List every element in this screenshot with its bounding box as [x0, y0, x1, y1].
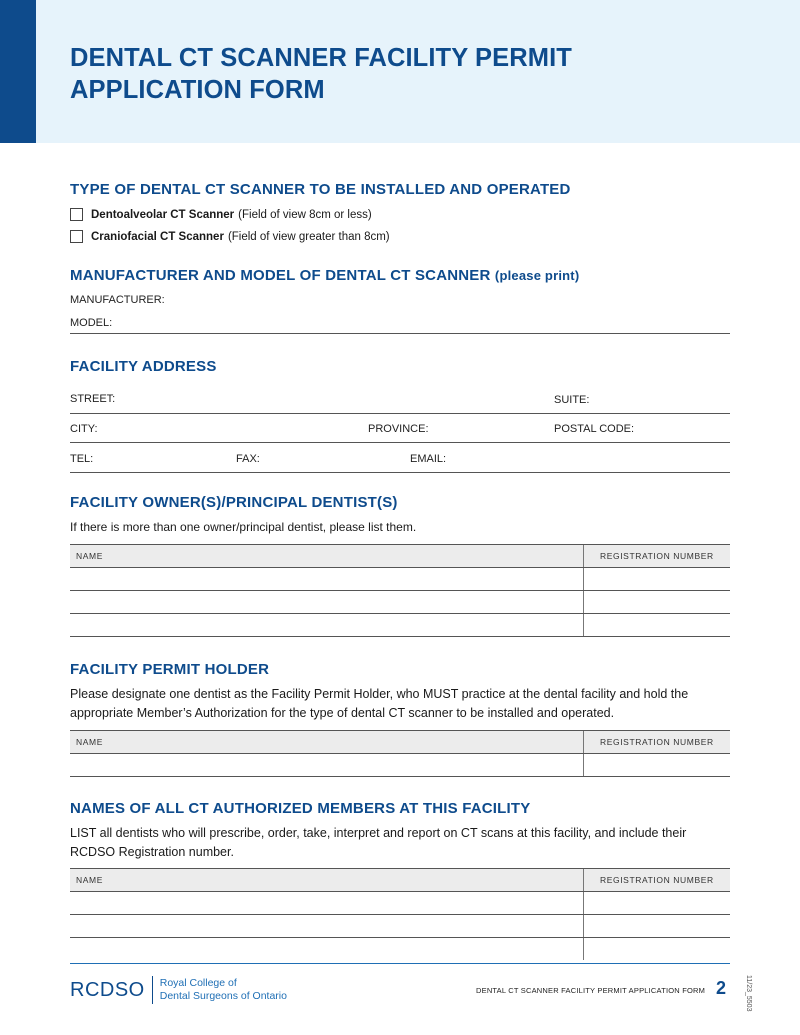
college-name-line2: Dental Surgeons of Ontario [159, 990, 287, 1002]
owner-name-cell[interactable] [70, 568, 584, 591]
dentoalveolar-option[interactable] [70, 208, 372, 221]
owner-registration-cell[interactable] [584, 591, 731, 614]
authorized-members-col-registration: REGISTRATION NUMBER [584, 869, 731, 892]
owners-instruction: If there is more than one owner/principal dentist, please list them. [70, 520, 417, 534]
postal-code-field-label: POSTAL CODE: [554, 423, 635, 435]
permit-holder-col-name: NAME [70, 731, 584, 754]
table-header-row [70, 731, 730, 754]
owners-table [70, 544, 730, 637]
craniofacial-option-detail: (Field of view greater than 8cm) [227, 230, 390, 243]
authorized-members-col-name: NAME [70, 869, 584, 892]
province-field-label: PROVINCE: [368, 423, 429, 435]
member-registration-cell[interactable] [584, 938, 731, 961]
authorized-members-heading: NAMES OF ALL CT AUTHORIZED MEMBERS AT THIS FACILITY [70, 800, 531, 817]
owners-col-registration: REGISTRATION NUMBER [584, 545, 731, 568]
owner-registration-cell[interactable] [584, 568, 731, 591]
manufacturer-heading [70, 267, 579, 284]
member-name-cell[interactable] [70, 915, 584, 938]
permit-holder-name-cell[interactable] [70, 754, 584, 777]
permit-holder-instruction: Please designate one dentist as the Facility Permit Holder, who MUST practice at the dental facility and hold the appropriate Member’s Authorization for the type of dental CT scanner to be installed and operated. [70, 687, 689, 720]
owner-registration-cell[interactable] [584, 614, 731, 637]
member-name-cell[interactable] [70, 938, 584, 961]
scanner-type-heading: TYPE OF DENTAL CT SCANNER TO BE INSTALLED AND OPERATED [70, 181, 571, 198]
manufacturer-heading-note: (please print) [494, 268, 580, 283]
table-header-row [70, 869, 730, 892]
member-registration-cell[interactable] [584, 915, 731, 938]
member-registration-cell[interactable] [584, 892, 731, 915]
permit-holder-heading: FACILITY PERMIT HOLDER [70, 661, 270, 678]
craniofacial-option[interactable] [70, 230, 390, 243]
dentoalveolar-checkbox[interactable] [70, 208, 83, 221]
page-title [70, 42, 710, 106]
authorized-members-table [70, 868, 730, 960]
header-accent-bar [0, 0, 36, 143]
fax-field-label: FAX: [236, 453, 260, 465]
permit-holder-table [70, 730, 730, 777]
table-row [70, 754, 730, 777]
street-field-line[interactable] [70, 413, 730, 414]
street-field-label: STREET: [70, 393, 116, 405]
city-field-line[interactable] [70, 442, 730, 443]
craniofacial-option-name: Craniofacial CT Scanner [91, 230, 224, 243]
page-title-line2: APPLICATION FORM [70, 76, 325, 104]
craniofacial-checkbox[interactable] [70, 230, 83, 243]
member-name-cell[interactable] [70, 892, 584, 915]
logo-college-name [160, 977, 287, 1003]
table-row [70, 938, 730, 961]
document-code: 11/23_5503 [745, 975, 752, 1012]
contact-field-line[interactable] [70, 472, 730, 473]
footer-divider [70, 963, 730, 964]
tel-field-label: TEL: [70, 453, 94, 465]
table-header-row [70, 545, 730, 568]
page-number: 2 [716, 978, 727, 998]
rcdso-logo [70, 976, 287, 1004]
college-name-line1: Royal College of [159, 977, 237, 989]
permit-holder-col-registration: REGISTRATION NUMBER [584, 731, 731, 754]
authorized-members-instruction: LIST all dentists who will prescribe, order, take, interpret and report on CT scans at this facility, and include their RCDSO Registration number. [70, 826, 687, 859]
city-field-label: CITY: [70, 423, 98, 435]
model-field-line[interactable] [70, 333, 730, 334]
page-title-line1: DENTAL CT SCANNER FACILITY PERMIT [70, 44, 572, 72]
manufacturer-field-label: MANUFACTURER: [70, 294, 165, 306]
manufacturer-heading-text: MANUFACTURER AND MODEL OF DENTAL CT SCANNER [70, 267, 491, 284]
owners-heading: FACILITY OWNER(S)/PRINCIPAL DENTIST(S) [70, 494, 398, 511]
table-row [70, 892, 730, 915]
logo-mark: RCDSO [70, 978, 145, 1001]
table-row [70, 614, 730, 637]
footer-form-name: DENTAL CT SCANNER FACILITY PERMIT APPLICATION FORM [476, 986, 706, 995]
permit-holder-registration-cell[interactable] [584, 754, 731, 777]
logo-separator [152, 976, 153, 1004]
owner-name-cell[interactable] [70, 591, 584, 614]
email-field-label: EMAIL: [410, 453, 447, 465]
model-field-label: MODEL: [70, 317, 113, 329]
dentoalveolar-option-detail: (Field of view 8cm or less) [238, 208, 372, 221]
facility-address-heading: FACILITY ADDRESS [70, 358, 217, 375]
suite-field-label: SUITE: [554, 394, 590, 406]
table-row [70, 915, 730, 938]
owners-col-name: NAME [70, 545, 584, 568]
table-row [70, 568, 730, 591]
dentoalveolar-option-name: Dentoalveolar CT Scanner [91, 208, 235, 221]
table-row [70, 591, 730, 614]
owner-name-cell[interactable] [70, 614, 584, 637]
